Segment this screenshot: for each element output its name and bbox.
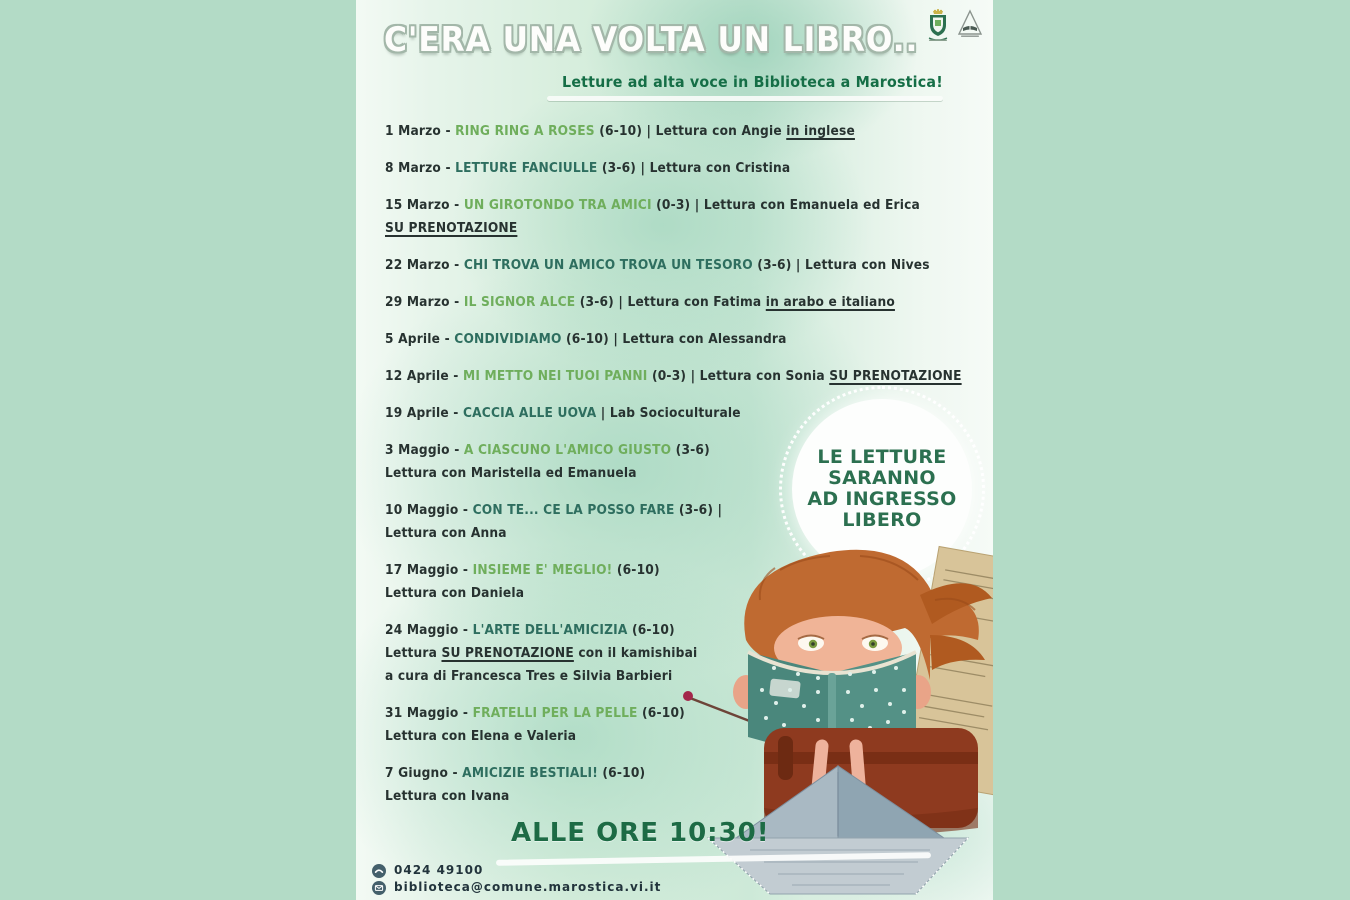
comune-marostica-crest-icon xyxy=(925,8,951,42)
event-row: 17 Maggio - INSIEME E' MEGLIO! (6-10) Lettura con Daniela xyxy=(385,562,660,601)
email-row xyxy=(372,878,661,895)
phone-row xyxy=(372,861,661,878)
event-row: 15 Marzo - UN GIROTONDO TRA AMICI (0-3) | Lettura con Emanuela ed Erica SU PRENOTAZIONE xyxy=(385,197,920,236)
event-row: 29 Marzo - IL SIGNOR ALCE (3-6) | Lettura con Fatima in arabo e italiano xyxy=(385,294,895,310)
event-row: 5 Aprile - CONDIVIDIAMO (6-10) | Lettura con Alessandra xyxy=(385,331,787,347)
event-row: 24 Maggio - L'ARTE DELL'AMICIZIA (6-10) Lettura SU PRENOTAZIONE con il kamishibai a cura di Francesca Tres e Silvia Barbieri xyxy=(385,622,698,684)
badge-line: LIBERO xyxy=(842,509,922,531)
event-list xyxy=(385,120,985,822)
badge-line: AD INGRESSO xyxy=(807,488,957,510)
event-row: 31 Maggio - FRATELLI PER LA PELLE (6-10) Lettura con Elena e Valeria xyxy=(385,705,685,744)
header-logos xyxy=(925,8,983,42)
event-row: 7 Giugno - AMICIZIE BESTIALI! (6-10) Lettura con Ivana xyxy=(385,765,646,804)
library-event-poster xyxy=(356,0,993,900)
library-association-logo-icon xyxy=(957,8,983,42)
event-row: 10 Maggio - CON TE... CE LA POSSO FARE (3-6) | Lettura con Anna xyxy=(385,502,723,541)
badge-line: SARANNO xyxy=(828,467,936,489)
event-row: 22 Marzo - CHI TROVA UN AMICO TROVA UN TESORO (3-6) | Lettura con Nives xyxy=(385,257,930,273)
subtitle-underline xyxy=(547,96,943,101)
badge-line: LE LETTURE xyxy=(817,446,947,468)
email-icon xyxy=(372,880,386,894)
contact-info xyxy=(372,861,661,895)
time-banner: ALLE ORE 10:30! xyxy=(511,818,770,848)
phone-icon xyxy=(372,863,386,877)
event-row: 8 Marzo - LETTURE FANCIULLE (3-6) | Lettura con Cristina xyxy=(385,160,791,176)
poster-title: C'ERA UNA VOLTA UN LIBRO.. xyxy=(384,20,919,60)
email-address: biblioteca@comune.marostica.vi.it xyxy=(394,879,662,894)
poster-subtitle: Letture ad alta voce in Biblioteca a Marostica! xyxy=(562,73,943,91)
event-row: 3 Maggio - A CIASCUNO L'AMICO GIUSTO (3-6) Lettura con Maristella ed Emanuela xyxy=(385,442,710,481)
poster-subtitle-block xyxy=(542,73,943,101)
phone-number: 0424 49100 xyxy=(394,862,484,877)
event-row: 12 Aprile - MI METTO NEI TUOI PANNI (0-3) | Lettura con Sonia SU PRENOTAZIONE xyxy=(385,368,962,384)
event-row: 19 Aprile - CACCIA ALLE UOVA | Lab Socioculturale xyxy=(385,405,741,421)
event-row: 1 Marzo - RING RING A ROSES (6-10) | Lettura con Angie in inglese xyxy=(385,123,855,139)
